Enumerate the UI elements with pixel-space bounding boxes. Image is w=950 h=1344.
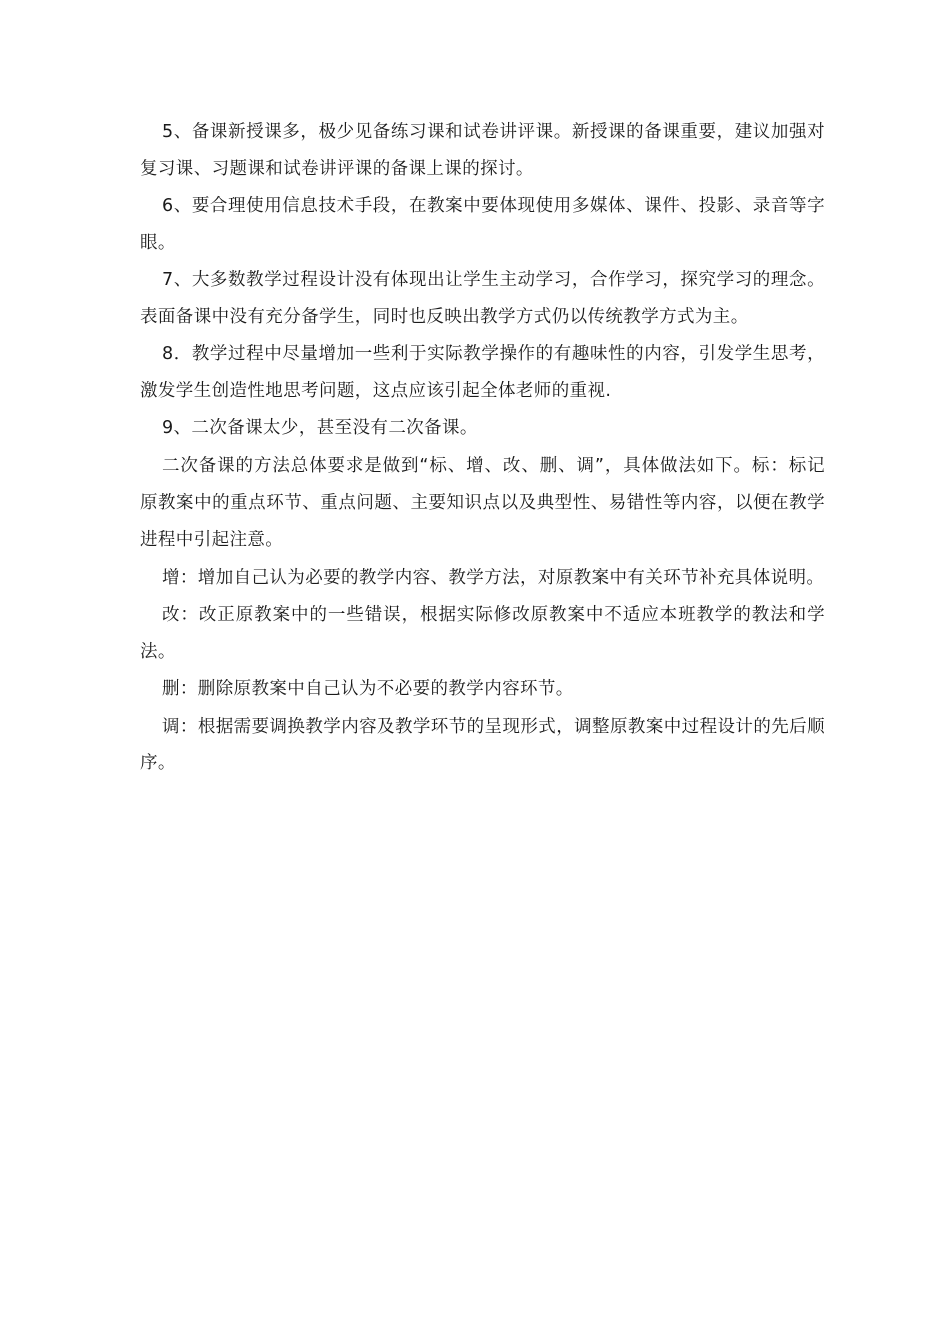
document-body [140, 114, 825, 783]
paragraph-item-9: 9、二次备课太少，甚至没有二次备课。 [162, 418, 478, 438]
paragraph-item-7: 7、大多数教学过程设计没有体现出让学生主动学习，合作学习，探究学习的理念。表面备课中没有充分备学生，同时也反映出教学方式仍以传统教学方式为主。 [140, 270, 825, 327]
paragraph-method-add: 增：增加自己认为必要的教学内容、教学方法，对原教案中有关环节补充具体说明。 [162, 567, 825, 588]
paragraph-item-6: 6、要合理使用信息技术手段，在教案中要体现使用多媒体、课件、投影、录音等字眼。 [140, 196, 825, 253]
paragraph-method-delete: 删：删除原教案中自己认为不必要的教学内容环节。 [162, 679, 574, 699]
paragraph-item-5: 5、备课新授课多，极少见备练习课和试卷讲评课。新授课的备课重要，建议加强对复习课、习题课和试卷讲评课的备课上课的探讨。 [140, 122, 825, 179]
paragraph-method-adjust: 调：根据需要调换教学内容及教学环节的呈现形式，调整原教案中过程设计的先后顺序。 [140, 716, 825, 773]
paragraph-method-overview: 二次备课的方法总体要求是做到“标、增、改、删、调”，具体做法如下。标：标记原教案中的重点环节、重点问题、主要知识点以及典型性、易错性等内容，以便在教学进程中引起注意。 [140, 455, 825, 550]
paragraph-method-revise: 改：改正原教案中的一些错误，根据实际修改原教案中不适应本班教学的教法和学法。 [140, 605, 825, 662]
paragraph-item-8: 8．教学过程中尽量增加一些利于实际教学操作的有趣味性的内容，引发学生思考，激发学生创造性地思考问题，这点应该引起全体老师的重视. [140, 344, 825, 401]
